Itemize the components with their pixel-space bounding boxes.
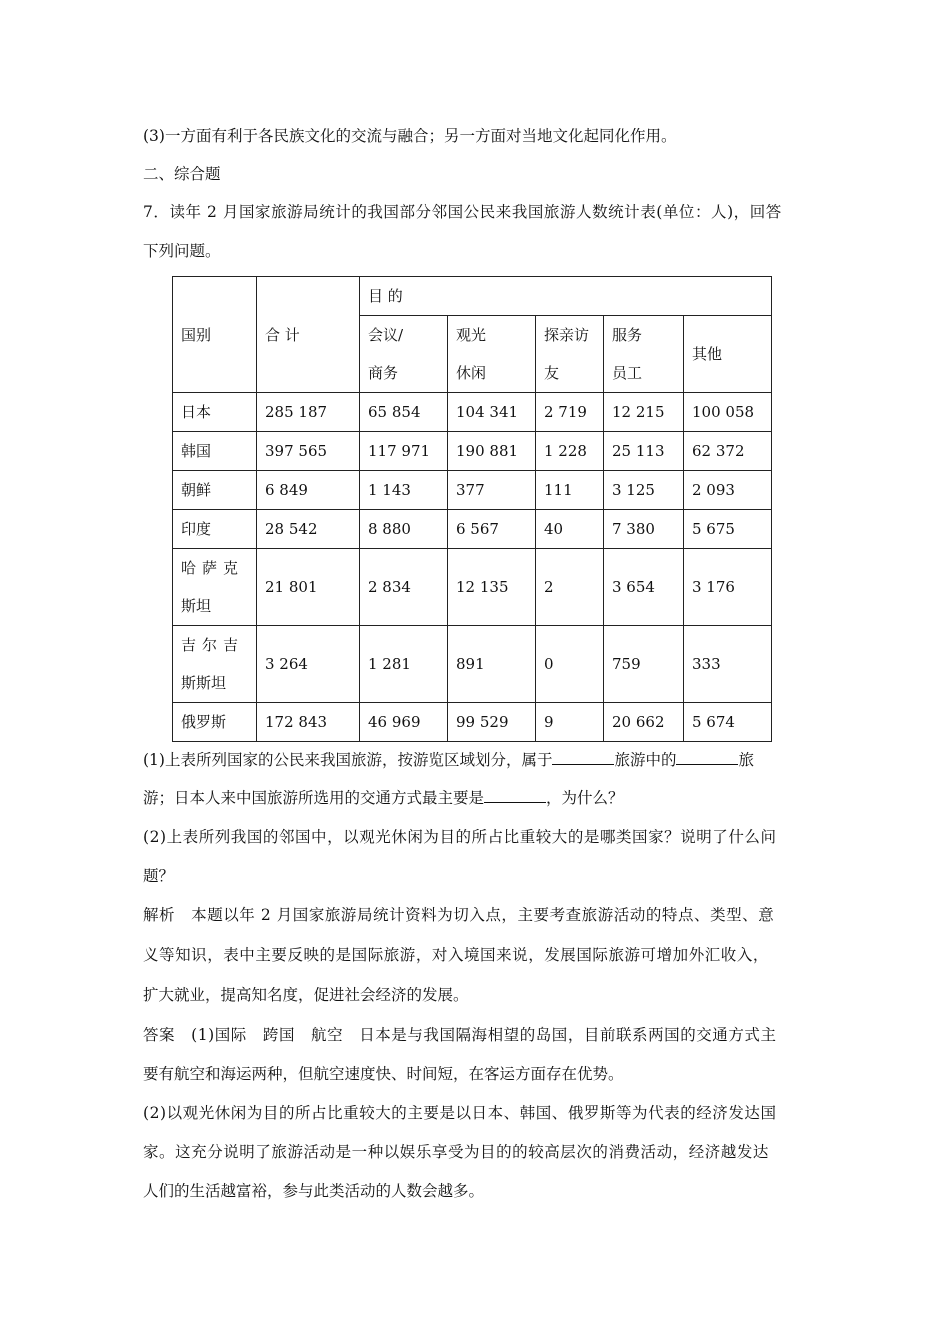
answer-line-5: 人们的生活越富裕，参与此类活动的人数会越多。 [143, 1182, 485, 1200]
cell-country: 朝鲜 [173, 471, 257, 510]
cell-total: 285 187 [257, 393, 360, 432]
table-row [173, 626, 772, 703]
question-2-line-2: 题？ [143, 867, 175, 885]
cell-service: 7 380 [604, 510, 684, 549]
cell-other: 5 675 [684, 510, 772, 549]
header-meeting: 会议/ 商务 [360, 316, 448, 393]
table-row [173, 510, 772, 549]
cell-visit: 2 719 [536, 393, 604, 432]
table-row [173, 703, 772, 742]
cell-service: 3 125 [604, 471, 684, 510]
cell-total: 28 542 [257, 510, 360, 549]
cell-total: 21 801 [257, 549, 360, 626]
cell-meeting: 8 880 [360, 510, 448, 549]
answer-line-3: (2)以观光休闲为目的所占比重较大的主要是以日本、韩国、俄罗斯等为代表的经济发达国 [143, 1104, 777, 1122]
cell-other: 100 058 [684, 393, 772, 432]
cell-service: 20 662 [604, 703, 684, 742]
cell-meeting: 46 969 [360, 703, 448, 742]
cell-country: 吉尔吉 斯斯坦 [173, 626, 257, 703]
cell-other: 62 372 [684, 432, 772, 471]
section-heading: 二、综合题 [143, 165, 221, 183]
cell-leisure: 6 567 [448, 510, 536, 549]
question-7-line-1: 7．读年 2 月国家旅游局统计的我国部分邻国公民来我国旅游人数统计表(单位：人)，回答 [143, 203, 782, 221]
header-purpose: 目 的 [360, 277, 772, 316]
analysis-line-2: 义等知识，表中主要反映的是国际旅游，对入境国来说，发展国际旅游可增加外汇收入， [143, 946, 769, 964]
cell-visit: 9 [536, 703, 604, 742]
header-service: 服务 员工 [604, 316, 684, 393]
cell-country: 日本 [173, 393, 257, 432]
cell-service: 3 654 [604, 549, 684, 626]
cell-leisure: 377 [448, 471, 536, 510]
cell-country: 韩国 [173, 432, 257, 471]
answer-line-1: 答案 (1)国际 跨国 航空 日本是与我国隔海相望的岛国，目前联系两国的交通方式主 [143, 1026, 777, 1044]
cell-meeting: 65 854 [360, 393, 448, 432]
header-visit: 探亲访 友 [536, 316, 604, 393]
header-leisure: 观光 休闲 [448, 316, 536, 393]
answer-line-2: 要有航空和海运两种，但航空速度快、时间短，在客运方面存在优势。 [143, 1065, 624, 1083]
cell-visit: 40 [536, 510, 604, 549]
cell-other: 333 [684, 626, 772, 703]
header-country: 国别 [173, 277, 257, 393]
cell-meeting: 2 834 [360, 549, 448, 626]
cell-other: 2 093 [684, 471, 772, 510]
header-total: 合 计 [257, 277, 360, 393]
cell-country: 俄罗斯 [173, 703, 257, 742]
header-other: 其他 [684, 316, 772, 393]
cell-service: 759 [604, 626, 684, 703]
tourist-statistics-table [172, 276, 772, 742]
analysis-line-3: 扩大就业，提高知名度，促进社会经济的发展。 [143, 986, 469, 1004]
cell-visit: 2 [536, 549, 604, 626]
cell-meeting: 1 281 [360, 626, 448, 703]
blank-region [552, 750, 614, 765]
question-1-line-2: 游；日本人来中国旅游所选用的交通方式最主要是 ，为什么？ [143, 789, 624, 807]
cell-leisure: 891 [448, 626, 536, 703]
cell-total: 172 843 [257, 703, 360, 742]
cell-service: 25 113 [604, 432, 684, 471]
table-row [173, 471, 772, 510]
cell-leisure: 99 529 [448, 703, 536, 742]
cell-country: 印度 [173, 510, 257, 549]
cell-leisure: 104 341 [448, 393, 536, 432]
cell-leisure: 190 881 [448, 432, 536, 471]
analysis-line-1: 解析 本题以年 2 月国家旅游局统计资料为切入点，主要考查旅游活动的特点、类型、意 [143, 906, 775, 924]
cell-total: 397 565 [257, 432, 360, 471]
blank-transport [484, 788, 546, 803]
cell-other: 5 674 [684, 703, 772, 742]
cell-service: 12 215 [604, 393, 684, 432]
cell-total: 3 264 [257, 626, 360, 703]
cell-visit: 111 [536, 471, 604, 510]
cell-visit: 1 228 [536, 432, 604, 471]
cell-leisure: 12 135 [448, 549, 536, 626]
cell-total: 6 849 [257, 471, 360, 510]
cell-meeting: 1 143 [360, 471, 448, 510]
table-row [173, 549, 772, 626]
table-row [173, 432, 772, 471]
cell-visit: 0 [536, 626, 604, 703]
cell-meeting: 117 971 [360, 432, 448, 471]
cell-country: 哈萨克 斯坦 [173, 549, 257, 626]
question-2-line-1: (2)上表所列我国的邻国中，以观光休闲为目的所占比重较大的是哪类国家？说明了什么问 [143, 828, 777, 846]
answer-line-3: (3)一方面有利于各民族文化的交流与融合；另一方面对当地文化起同化作用。 [143, 127, 677, 145]
cell-other: 3 176 [684, 549, 772, 626]
question-7-line-2: 下列问题。 [143, 242, 221, 260]
question-1-line-1: (1)上表所列国家的公民来我国旅游，按游览区域划分，属于 旅游中的 旅 [143, 751, 754, 769]
blank-type [676, 750, 738, 765]
table-row [173, 393, 772, 432]
answer-line-4: 家。这充分说明了旅游活动是一种以娱乐享受为目的的较高层次的消费活动，经济越发达 [143, 1143, 769, 1161]
